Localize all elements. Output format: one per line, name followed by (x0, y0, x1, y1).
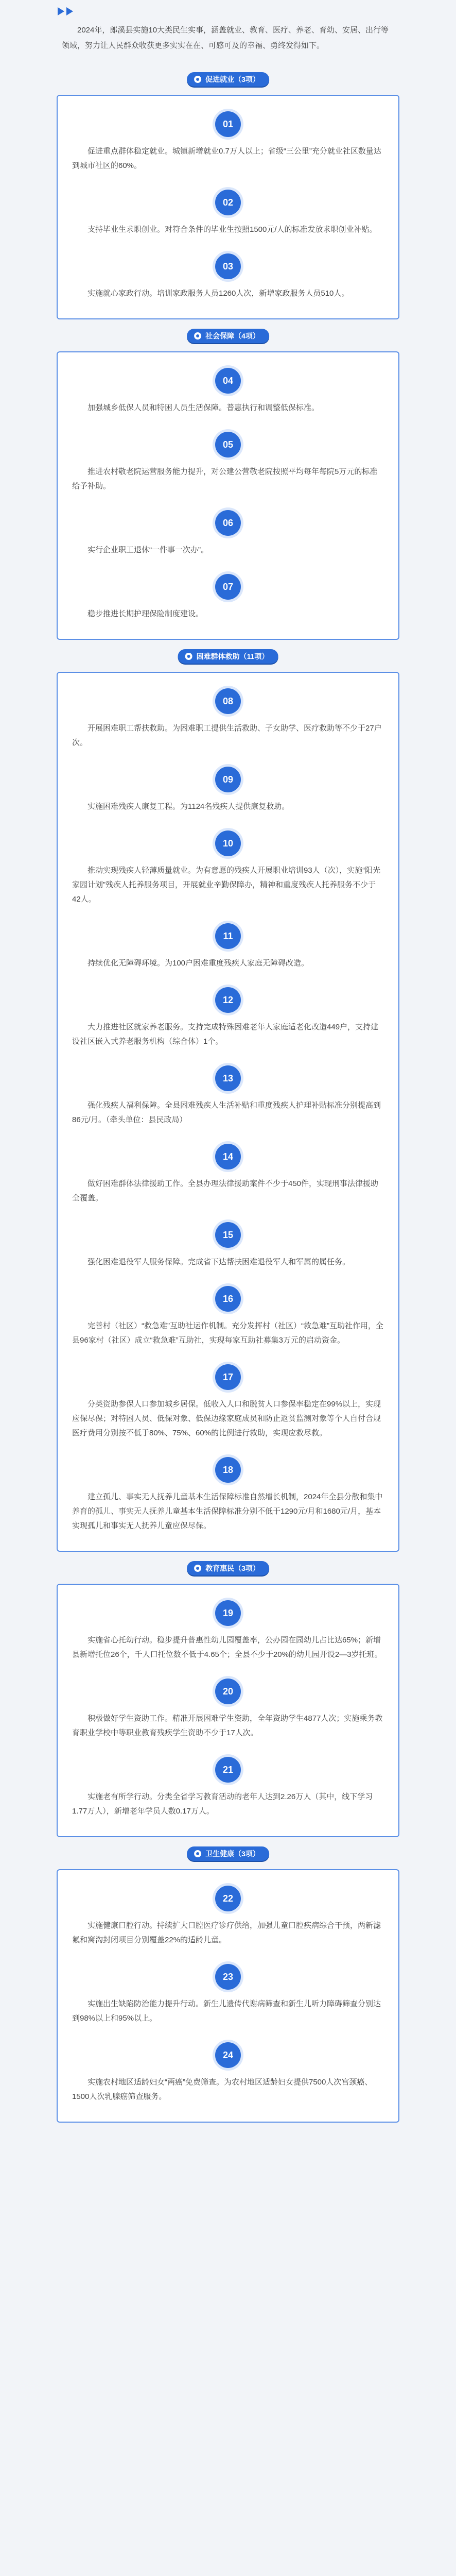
item-number-wrap (72, 249, 384, 286)
section-header (57, 1837, 399, 1869)
item-text: 实施省心托幼行动。稳步提升普惠性幼儿园覆盖率，公办园在园幼儿占比达65%；新增县新增托位26个，千人口托位数不低于4.65个；全县不少于20%的幼儿园开设2—3岁托班。 (72, 1636, 382, 1659)
section-1 (57, 63, 399, 319)
item-text: 开展困难职工帮扶救助。为困难职工提供生活救助、子女助学、医疗救助等不少于27户次。 (72, 724, 382, 747)
item-number-badge: 09 (215, 767, 241, 792)
section-2 (57, 319, 399, 640)
item-text: 持续优化无障碍环境。为100户困难重度残疾人家庭无障碍改造。 (87, 959, 309, 968)
list-item (72, 243, 384, 307)
item-number-badge: 24 (215, 2042, 241, 2068)
section-title-pill (187, 1561, 269, 1575)
section-title-pill (187, 1846, 269, 1861)
item-number-badge: 03 (215, 253, 241, 279)
item-number-wrap (72, 428, 384, 465)
list-item (72, 500, 384, 564)
list-item (72, 1212, 384, 1276)
list-item (72, 1447, 384, 1539)
item-text: 完善村（社区）“救急难”互助社运作机制。充分发挥村（社区）“救急难”互助社作用，全县96家村（社区）成立“救急难”互助社，实现每家互助社募集3万元的启动资金。 (72, 1321, 383, 1345)
item-text: 实施就心家政行动。培训家政服务人员1260人次，新增家政服务人员510人。 (87, 289, 349, 298)
item-number-badge: 19 (215, 1600, 241, 1626)
list-item (72, 977, 384, 1055)
item-number-badge: 23 (215, 1964, 241, 1990)
section-title-pill (187, 329, 269, 343)
item-text: 大力推进社区就家养老服务。支持完成特殊困难老年人家庭适老化改造449户，支持建设社区嵌入式养老服务机构（综合体）1个。 (72, 1023, 379, 1046)
item-number-wrap (72, 1596, 384, 1633)
item-number-badge: 18 (215, 1457, 241, 1483)
section-title: 困难群体救助（11项） (196, 652, 269, 660)
bullet-icon (194, 332, 201, 340)
item-number-wrap (72, 684, 384, 721)
item-number-wrap (72, 364, 384, 401)
item-number-wrap (72, 919, 384, 956)
bullet-icon (185, 653, 192, 660)
top-bar (0, 0, 456, 21)
list-item (72, 1882, 384, 1954)
list-item (72, 913, 384, 977)
section-title: 教育惠民（3项） (205, 1564, 260, 1572)
item-number-badge: 13 (215, 1065, 241, 1091)
item-number-wrap (72, 1674, 384, 1711)
bullet-icon (194, 1850, 201, 1857)
item-number-badge: 02 (215, 190, 241, 215)
item-number-wrap (72, 1061, 384, 1098)
section-header (57, 63, 399, 95)
list-item (72, 1954, 384, 2032)
list-item (72, 564, 384, 628)
section-header (57, 319, 399, 351)
item-text: 稳步推进长期护理保险制度建设。 (87, 609, 204, 618)
list-item (72, 2032, 384, 2110)
list-item (72, 364, 384, 421)
section-card (57, 95, 399, 319)
list-item (72, 684, 384, 756)
item-number-badge: 04 (215, 368, 241, 394)
item-number-badge: 10 (215, 831, 241, 856)
list-item (72, 1055, 384, 1133)
item-number-wrap (72, 506, 384, 543)
item-text: 实施健康口腔行动。持续扩大口腔医疗诊疗供给，加强儿童口腔疾病综合干预，两新滤氟和窝沟封闭项目分别覆盖22%的适龄儿童。 (72, 1921, 381, 1944)
list-item (72, 1133, 384, 1212)
item-text: 支持毕业生求职创业。对符合条件的毕业生按照1500元/人的标准发放求职创业补贴。 (87, 225, 377, 234)
item-text: 做好困难群体法律援助工作。全县办理法律援助案件不少于450件，实现刑事法律援助全覆盖。 (72, 1179, 379, 1202)
section-card (57, 672, 399, 1552)
item-number-wrap (72, 1282, 384, 1319)
list-item (72, 1747, 384, 1825)
item-text: 实施农村地区适龄妇女“两癌”免费筛查。为农村地区适龄妇女提供7500人次宫颈癌、1500人次乳腺癌筛查服务。 (72, 2078, 373, 2101)
list-item (72, 1276, 384, 1354)
section-header (57, 640, 399, 672)
section-title: 社会保障（4项） (205, 332, 260, 340)
list-item (72, 179, 384, 243)
double-arrow-icon (58, 7, 73, 15)
item-number-wrap (72, 1360, 384, 1397)
sections-container (0, 63, 456, 2123)
list-item (72, 1668, 384, 1747)
section-card (57, 1869, 399, 2123)
item-number-wrap (72, 1453, 384, 1490)
item-text: 强化残疾人福利保障。全县困难残疾人生活补贴和重度残疾人护理补贴标准分别提高到86元/月。（牵头单位：县民政局） (72, 1101, 381, 1124)
bullet-icon (194, 76, 201, 83)
item-number-badge: 01 (215, 111, 241, 137)
item-text: 实施困难残疾人康复工程。为1124名残疾人提供康复救助。 (87, 802, 290, 811)
item-text: 推进农村敬老院运营服务能力提升，对公建公营敬老院按照平均每年每院5万元的标准给予补助。 (72, 467, 378, 490)
section-title-pill (187, 72, 269, 87)
item-number-wrap (72, 2038, 384, 2075)
item-number-badge: 15 (215, 1222, 241, 1248)
item-number-badge: 17 (215, 1364, 241, 1390)
item-text: 建立孤儿、事实无人抚养儿童基本生活保障标准自然增长机制，2024年全县分散和集中养育的孤儿、事实无人抚养儿童基本生活保障标准分别不低于1290元/月和1680元/月，基本实现孤儿和事实无人抚养儿童应保尽保。 (72, 1493, 383, 1530)
section-5 (57, 1837, 399, 2123)
item-number-badge: 22 (215, 1886, 241, 1911)
item-number-wrap (72, 107, 384, 144)
item-number-wrap (72, 1882, 384, 1919)
section-card (57, 1584, 399, 1837)
section-header (57, 1552, 399, 1584)
list-item (72, 820, 384, 913)
list-item (72, 421, 384, 500)
section-title: 促进就业（3项） (205, 75, 260, 83)
section-card (57, 351, 399, 640)
item-number-badge: 06 (215, 510, 241, 536)
list-item (72, 1354, 384, 1447)
item-number-badge: 16 (215, 1286, 241, 1312)
item-text: 推动实现残疾人轻薄质量就业。为有意愿的残疾人开展职业培训93人（次），实施“阳光家园计划”残疾人托养服务项目，开展就业辛勤保障办，精神和重度残疾人托养服务不少于42人。 (72, 866, 381, 904)
list-item (72, 756, 384, 820)
item-text: 实行企业职工退休“一件事一次办”。 (87, 546, 208, 554)
item-number-badge: 20 (215, 1679, 241, 1704)
item-number-wrap (72, 185, 384, 223)
item-number-wrap (72, 1140, 384, 1177)
item-number-badge: 07 (215, 574, 241, 600)
item-number-badge: 12 (215, 987, 241, 1013)
item-number-badge: 21 (215, 1757, 241, 1783)
bullet-icon (194, 1565, 201, 1572)
item-text: 实施出生缺陷防治能力提升行动。新生儿遗传代谢病筛查和新生儿听力障碍筛查分别达到98%以上和95%以上。 (72, 1999, 381, 2023)
item-text: 促进重点群体稳定就业。城镇新增就业0.7万人以上；省级“三公里”充分就业社区数量达到城市社区的60%。 (72, 147, 381, 170)
item-number-wrap (72, 983, 384, 1020)
item-number-wrap (72, 570, 384, 607)
item-number-wrap (72, 1218, 384, 1255)
item-number-badge: 11 (215, 923, 241, 949)
item-number-wrap (72, 826, 384, 863)
item-text: 积极做好学生资助工作。精准开展困难学生资助，全年资助学生4877人次；实施乘务教育职业学校中等职业教育残疾学生资助不少于17人次。 (72, 1714, 383, 1737)
list-item (72, 1596, 384, 1668)
item-number-badge: 08 (215, 688, 241, 714)
section-3 (57, 640, 399, 1552)
item-number-badge: 05 (215, 432, 241, 457)
section-title: 卫生健康（3项） (205, 1850, 260, 1858)
section-4 (57, 1552, 399, 1837)
item-number-wrap (72, 762, 384, 800)
item-text: 实施老有所学行动。分类全省学习教育活动的老年人达到2.26万人（其中，线下学习1.77万人），新增老年学员人数0.17万人。 (72, 1792, 373, 1816)
item-text: 分类资助参保人口参加城乡居保。低收入人口和脱贫人口参保率稳定在99%以上，实现应保尽保；对特困人员、低保对象、低保边缘家庭成员和防止返贫监测对象等个人自付合规医疗费用分别按不低于80%、75%、60%的比例进行救助，实现应救尽救。 (72, 1400, 381, 1437)
item-text: 强化困难退役军人服务保障。完成省下达帮扶困难退役军人和军属的属任务。 (87, 1258, 350, 1266)
section-title-pill (178, 649, 278, 664)
item-number-badge: 14 (215, 1144, 241, 1170)
item-text: 加强城乡低保人员和特困人员生活保障。普惠执行和调整低保标准。 (87, 403, 320, 412)
list-item (72, 107, 384, 179)
item-number-wrap (72, 1753, 384, 1790)
intro-paragraph: 2024年，郎溪县实施10大类民生实事，涵盖就业、教育、医疗、养老、育幼、安居、出行等领域，努力让人民群众收获更多实实在在、可感可及的幸福、勇终发得如下。 (62, 26, 389, 50)
item-number-wrap (72, 1960, 384, 1997)
